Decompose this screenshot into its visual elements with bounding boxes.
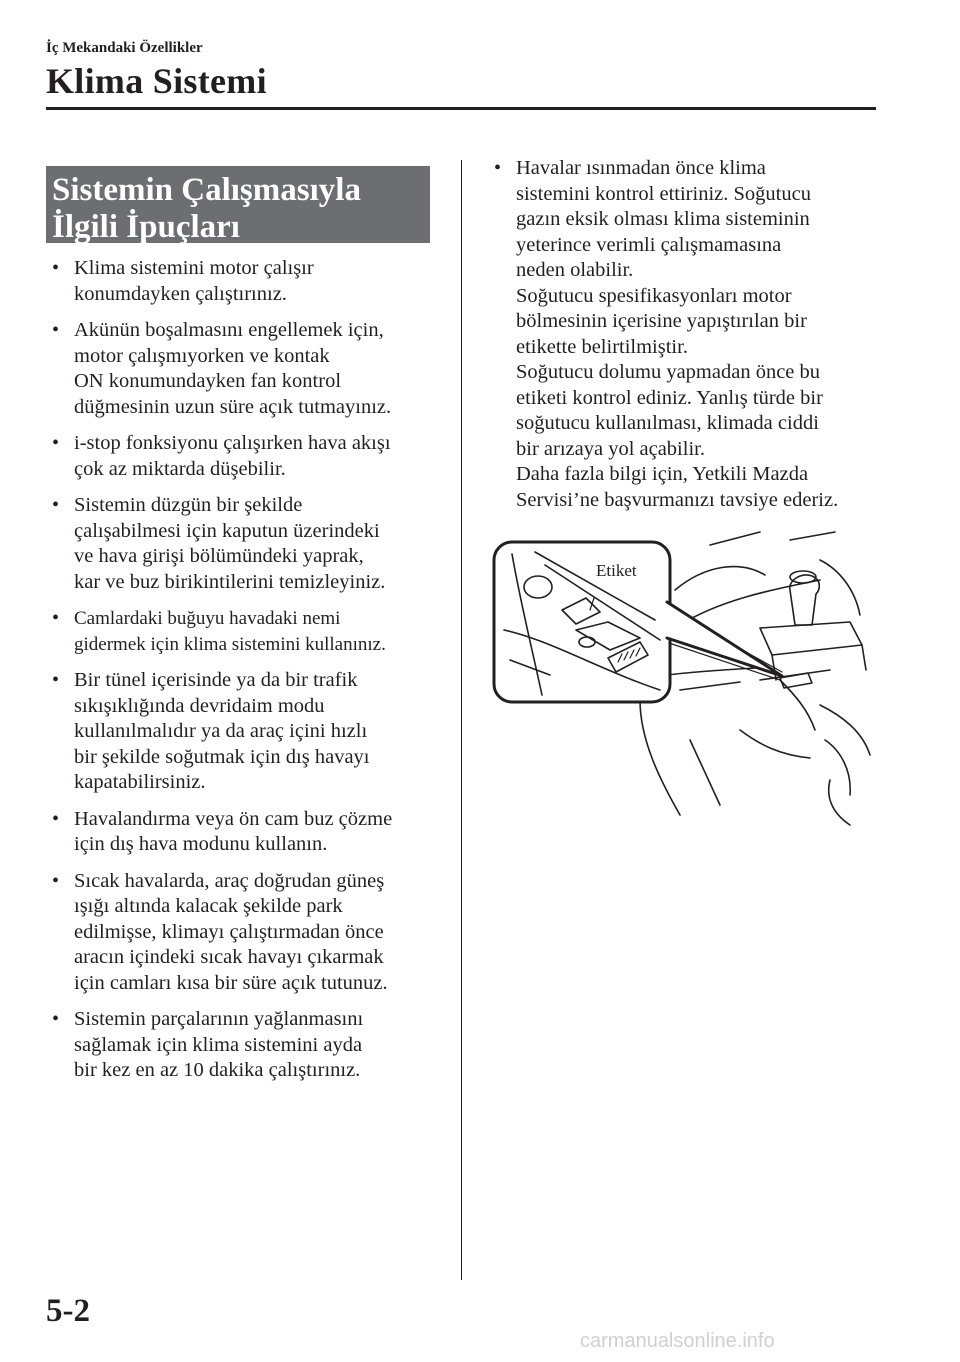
right-bullet-list xyxy=(488,156,898,524)
bullet-icon: • xyxy=(52,607,60,629)
bullet-item xyxy=(46,256,446,307)
bullet-icon: • xyxy=(52,319,60,341)
bullet-text: Havalar ısınmadan önce klima sistemini kontrol ettiriniz. Soğutucu gazın eksik olması klima sisteminin yeterince verimli çalışmamasına neden olabilir. Soğutucu spesifikasyonları motor bölmesinin içerisine yapıştırılan bir etikette belirtilmiştir. Soğutucu dolumu yapmadan önce bu etiketi kontrol ediniz. Yanlış türde bir soğutucu kullanılması, klimada ciddi bir arızaya yol açabilir. Daha fazla bilgi için, Yetkili Mazda Servisi’ne başvurmanızı tavsiye ederiz. xyxy=(516,157,839,511)
bullet-icon: • xyxy=(52,807,60,830)
bullet-text: Havalandırma veya ön cam buz çözme için dış hava modunu kullanın. xyxy=(74,807,393,855)
bullet-text: Sıcak havalarda, araç doğrudan güneş ışığı altında kalacak şekilde park edilmişse, klimayı çalıştırmadan önce aracın içindeki sıcak havayı çıkarmak için camları kısa bir süre açık tutunuz. xyxy=(74,869,388,994)
bullet-text: Akünün boşalmasını engellemek için, motor çalışmıyorken ve kontak ON konumundayken fan kontrol düğmesinin uzun süre açık tutmayınız. xyxy=(74,319,392,418)
watermark: carmanualsonline.info xyxy=(580,1330,775,1352)
bullet-item xyxy=(46,431,446,482)
bullet-icon: • xyxy=(52,432,60,454)
bullet-item xyxy=(488,156,898,513)
bullet-icon: • xyxy=(52,669,60,691)
bullet-icon: • xyxy=(52,494,60,516)
bullet-item xyxy=(46,318,446,420)
callout-label: Etiket xyxy=(596,561,637,580)
bullet-item xyxy=(46,807,446,858)
engine-bay-drawing xyxy=(490,530,880,830)
bullet-text: Sistemin düzgün bir şekilde çalışabilmesi için kaputun üzerindeki ve hava girişi bölümündeki yaprak, kar ve buz birikintilerini temizleyiniz. xyxy=(74,494,386,593)
section-heading-line-2: İlgili İpuçları xyxy=(52,209,240,245)
bullet-item xyxy=(46,869,446,997)
bullet-text: Bir tünel içerisinde ya da bir trafik sıkışıklığında devridaim modu kullanılmalıdır ya da araç içini hızlı bir şekilde soğutmak için dış havayı kapatabilirsiniz. xyxy=(74,669,370,793)
bullet-icon: • xyxy=(494,157,502,179)
bullet-icon: • xyxy=(52,1008,60,1030)
left-bullet-list xyxy=(46,256,446,1095)
section-heading-line-1: Sistemin Çalışmasıyla xyxy=(52,172,361,208)
bullet-item xyxy=(46,493,446,595)
bullet-icon: • xyxy=(52,257,60,279)
bullet-text: Sistemin parçalarının yağlanmasını sağlamak için klima sistemini ayda bir kez en az 10 dakika çalıştırınız. xyxy=(74,1008,364,1081)
chapter-title: Klima Sistemi xyxy=(46,61,267,101)
running-head: İç Mekandaki Özellikler xyxy=(46,40,203,56)
bullet-text: Klima sistemini motor çalışır konumdayken çalıştırınız. xyxy=(74,257,314,305)
page-number: 5-2 xyxy=(46,1293,90,1329)
section-heading xyxy=(46,166,430,243)
column-divider xyxy=(461,160,462,1280)
bullet-item xyxy=(46,606,446,657)
engine-bay-illustration xyxy=(490,530,880,830)
bullet-text: i-stop fonksiyonu çalışırken hava akışı çok az miktarda düşebilir. xyxy=(74,432,391,480)
title-rule xyxy=(46,107,876,110)
bullet-item xyxy=(46,1007,446,1084)
bullet-item xyxy=(46,668,446,796)
bullet-text: Camlardaki buğuyu havadaki nemi gidermek için klima sistemini kullanınız. xyxy=(74,608,386,655)
bullet-icon: • xyxy=(52,869,60,892)
